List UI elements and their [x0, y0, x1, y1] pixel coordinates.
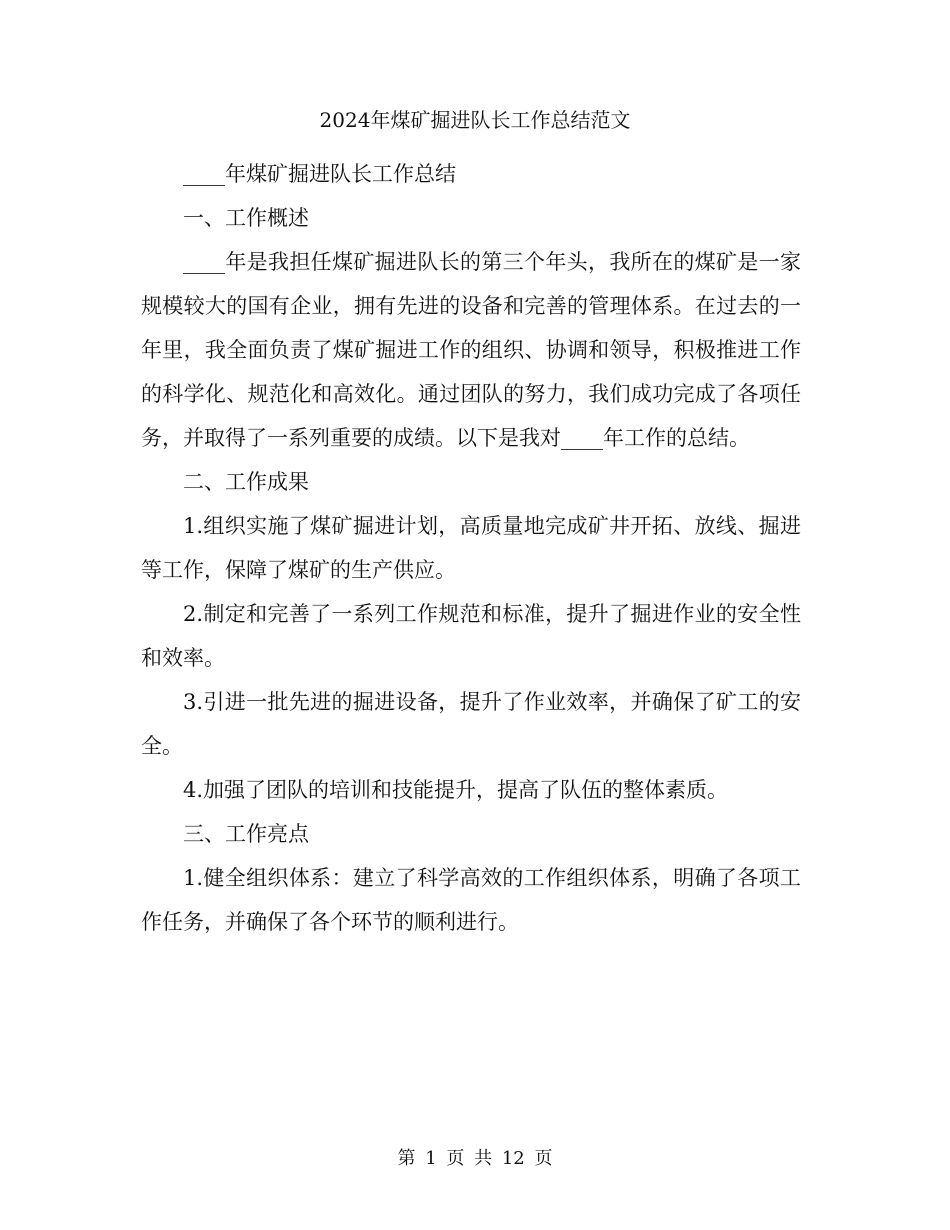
paragraph-subtitle: ____年煤矿掘进队长工作总结: [183, 162, 456, 186]
paragraph-result-1: 1.组织实施了煤矿掘进计划，高质量地完成矿井开拓、放线、掘进等工作，保障了煤矿的生产供应。: [141, 514, 801, 582]
section-heading-results: 二、工作成果: [183, 470, 309, 494]
paragraph-result-2: 2.制定和完善了一系列工作规范和标准，提升了掘进作业的安全性和效率。: [141, 602, 801, 670]
section-heading-highlights: 三、工作亮点: [183, 822, 309, 846]
paragraph-overview: ____年是我担任煤矿掘进队长的第三个年头，我所在的煤矿是一家规模较大的国有企业，拥有先进的设备和完善的管理体系。在过去的一年里，我全面负责了煤矿掘进工作的组织、协调和领导，积极推进工作的科学化、规范化和高效化。通过团队的努力，我们成功完成了各项任务，并取得了一系列重要的成绩。以下是我对____年工作的总结。: [141, 250, 801, 450]
section-heading-overview: 一、工作概述: [183, 206, 309, 230]
document-body: [141, 152, 801, 944]
paragraph-highlight-1: 1.健全组织体系：建立了科学高效的工作组织体系，明确了各项工作任务，并确保了各个环节的顺利进行。: [141, 866, 801, 934]
page-number-footer: 第 1 页 共 12 页: [397, 1148, 553, 1169]
paragraph-result-4: 4.加强了团队的培训和技能提升，提高了队伍的整体素质。: [183, 778, 729, 802]
document-title: 2024年煤矿掘进队长工作总结范文: [319, 108, 631, 132]
paragraph-result-3: 3.引进一批先进的掘进设备，提升了作业效率，并确保了矿工的安全。: [141, 690, 801, 758]
